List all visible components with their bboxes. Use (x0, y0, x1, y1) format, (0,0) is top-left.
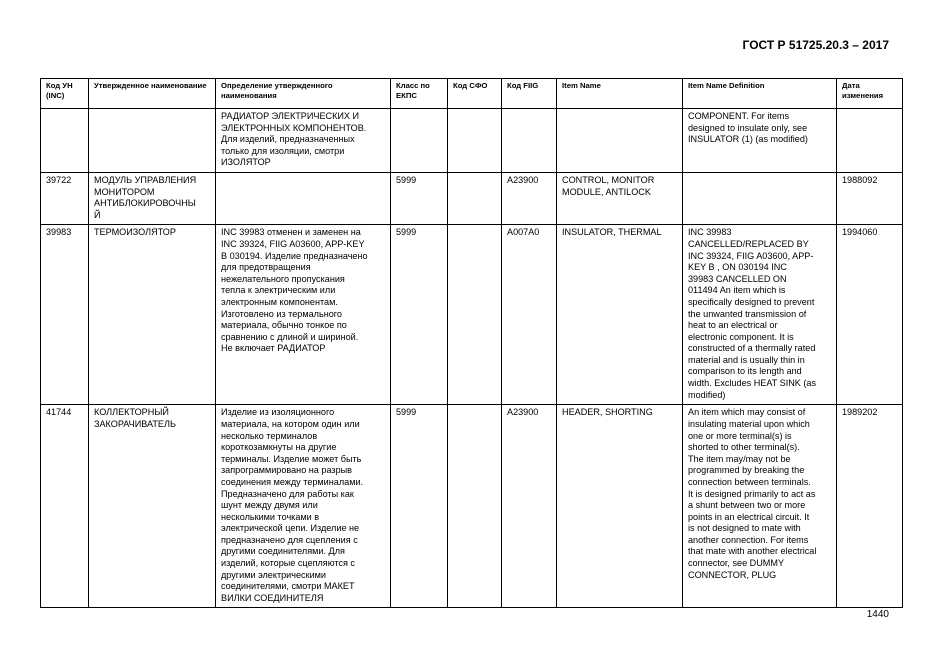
cell-sfo-code (448, 405, 502, 608)
cell-definition (216, 172, 391, 224)
cell-inc: 39722 (41, 172, 89, 224)
cell-inc (41, 109, 89, 173)
column-header-definition: Определение утвержденного наименования (216, 79, 391, 109)
column-header-inc: Код УН (INC) (41, 79, 89, 109)
column-header-sfo-code: Код СФО (448, 79, 502, 109)
cell-definition: РАДИАТОР ЭЛЕКТРИЧЕСКИХ И ЭЛЕКТРОННЫХ КОМПОНЕНТОВ. Для изделий, предназначенных только для изоляции, смотри ИЗОЛЯТОР (216, 109, 391, 173)
cell-item-name-definition: COMPONENT. For items designed to insulate only, see INSULATOR (1) (as modified) (683, 109, 837, 173)
cell-fiig-code: A23900 (502, 172, 557, 224)
cell-class: 5999 (391, 225, 448, 405)
cell-approved-name: МОДУЛЬ УПРАВЛЕНИЯ МОНИТОРОМ АНТИБЛОКИРОВОЧНЫ Й (89, 172, 216, 224)
catalog-table (40, 78, 903, 608)
cell-approved-name (89, 109, 216, 173)
cell-sfo-code (448, 109, 502, 173)
column-header-change-date: Дата изменения (837, 79, 903, 109)
cell-item-name-definition: An item which may consist of insulating material upon which one or more terminal(s) is shorted to other terminal(s). The item may/may not be programmed by breaking the connection between terminals. It is designed primarily to act as a shunt between two or more points in an electrical circuit. It is not designed to mate with another connection. For items that mate with another electrical connector, see DUMMY CONNECTOR, PLUG (683, 405, 837, 608)
table-row (41, 405, 903, 608)
table-row (41, 109, 903, 173)
cell-item-name: INSULATOR, THERMAL (557, 225, 683, 405)
cell-class: 5999 (391, 405, 448, 608)
table-row (41, 225, 903, 405)
cell-fiig-code (502, 109, 557, 173)
column-header-fiig-code: Код FIIG (502, 79, 557, 109)
cell-definition: INC 39983 отменен и заменен на INC 39324, FIIG A03600, APP-KEY B 030194. Изделие предназначено для предотвращения нежелательного пропускания тепла к электрическим или электронным компонентам. Изготовлено из термального материала, обычно тонкое по сравнению с длиной и шириной. Не включает РАДИАТОР (216, 225, 391, 405)
cell-inc: 41744 (41, 405, 89, 608)
column-header-item-name-definition: Item Name Definition (683, 79, 837, 109)
cell-fiig-code: A23900 (502, 405, 557, 608)
cell-approved-name: ТЕРМОИЗОЛЯТОР (89, 225, 216, 405)
cell-sfo-code (448, 225, 502, 405)
column-header-item-name: Item Name (557, 79, 683, 109)
page-number: 1440 (866, 609, 889, 620)
cell-fiig-code: A007A0 (502, 225, 557, 405)
cell-change-date: 1988092 (837, 172, 903, 224)
cell-item-name-definition: INC 39983 CANCELLED/REPLACED BY INC 39324, FIIG A03600, APP- KEY B , ON 030194 INC 39983 CANCELLED ON 011494 An item which is specifically designed to prevent the unwanted transmission of heat to an electrical or electronic component. It is constructed of a thermally rated material and is usually thin in comparison to its length and width. Excludes HEAT SINK (as modified) (683, 225, 837, 405)
cell-definition: Изделие из изоляционного материала, на котором один или несколько терминалов короткозамкнуты на другие терминалы. Изделие может быть запрограммировано на разрыв соединения между терминалами. Предназначено для работы как шунт между двумя или несколькими точками в электрической цепи. Изделие не предназначено для сцепления с другими соединителями. Для изделий, которые сцепляются с другими электрическими соединителями, смотри МАКЕТ ВИЛКИ СОЕДИНИТЕЛЯ (216, 405, 391, 608)
cell-inc: 39983 (41, 225, 89, 405)
document-code: ГОСТ Р 51725.20.3 – 2017 (742, 38, 889, 52)
cell-change-date: 1989202 (837, 405, 903, 608)
table-header-row (41, 79, 903, 109)
cell-item-name: HEADER, SHORTING (557, 405, 683, 608)
cell-class: 5999 (391, 172, 448, 224)
cell-approved-name: КОЛЛЕКТОРНЫЙ ЗАКОРАЧИВАТЕЛЬ (89, 405, 216, 608)
cell-change-date: 1994060 (837, 225, 903, 405)
cell-change-date (837, 109, 903, 173)
cell-class (391, 109, 448, 173)
column-header-class: Класс по ЕКПС (391, 79, 448, 109)
column-header-approved-name: Утвержденное наименование (89, 79, 216, 109)
cell-item-name: CONTROL, MONITOR MODULE, ANTILOCK (557, 172, 683, 224)
cell-item-name-definition (683, 172, 837, 224)
cell-sfo-code (448, 172, 502, 224)
table-row (41, 172, 903, 224)
cell-item-name (557, 109, 683, 173)
